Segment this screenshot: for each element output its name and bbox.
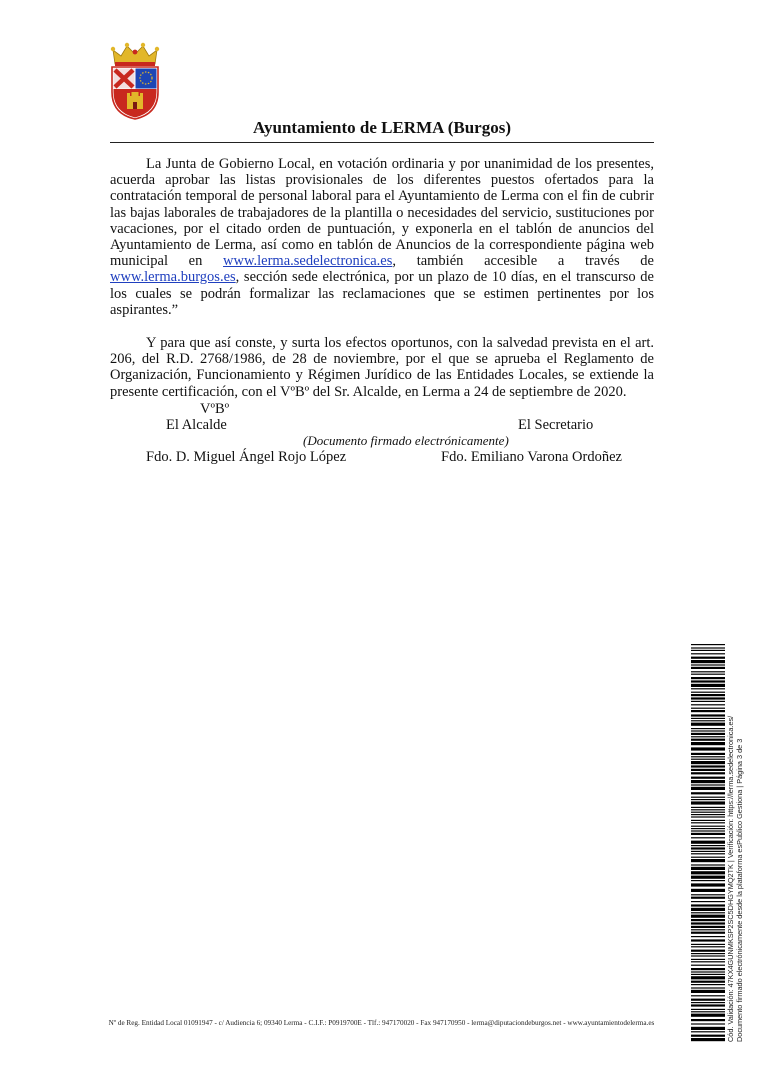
barcode-bar	[691, 739, 725, 741]
barcode-bar	[691, 919, 725, 921]
barcode-bar	[691, 946, 725, 947]
vobo-label: VºBº	[200, 401, 230, 417]
barcode-bar	[691, 784, 725, 785]
barcode-bar	[691, 684, 725, 687]
barcode-bar	[691, 807, 725, 808]
barcode-bar	[691, 981, 725, 983]
barcode-bar	[691, 932, 725, 934]
barcode-bar	[691, 761, 725, 764]
barcode-bar	[691, 936, 725, 937]
barcode-bar	[691, 730, 725, 731]
barcode-bar	[691, 680, 725, 682]
electronic-signature-note: (Documento firmado electrónicamente)	[303, 433, 509, 448]
barcode-bar	[691, 809, 725, 810]
barcode-bar	[691, 753, 725, 755]
barcode-bar	[691, 657, 725, 659]
barcode-bar	[691, 765, 725, 767]
barcode-bar	[691, 787, 725, 790]
barcode-bar	[691, 664, 725, 665]
barcode-bar	[691, 961, 725, 962]
barcode-bar	[691, 728, 725, 729]
document-body	[110, 156, 654, 400]
barcode-bar	[691, 950, 725, 952]
barcode-bar	[691, 816, 725, 817]
barcode-bar	[691, 812, 725, 813]
barcode-bar	[691, 867, 725, 870]
page-title: Ayuntamiento de LERMA (Burgos)	[253, 118, 511, 137]
paragraph-resolution	[110, 156, 654, 318]
barcode-bar	[691, 987, 725, 988]
verification-code-line: Cód. Validación: 47KX4GUNMKSP2SC5DHGYMQ2TK | Verificación: https://lerma.sedelectronica.es/	[726, 715, 735, 1042]
barcode-bar	[691, 939, 725, 941]
barcode-bar	[691, 701, 725, 702]
barcode-bar	[691, 756, 725, 757]
barcode-bar	[691, 814, 725, 815]
barcode-bar	[691, 968, 725, 970]
barcode-icon	[691, 644, 725, 1042]
barcode-bar	[691, 990, 725, 993]
barcode-bar	[691, 904, 725, 906]
barcode-bar	[691, 845, 725, 846]
barcode-bar	[691, 1004, 725, 1006]
barcode-bar	[691, 926, 725, 928]
barcode-bar	[691, 880, 725, 881]
barcode-bar	[691, 894, 725, 895]
paragraph-certification: Y para que así conste, y surta los efectos oportunos, con la salvedad prevista en el art. 206, del R.D. 2768/1986, de 28 de noviembre, por el que se aprueba el Reglamento de Organización, Funcionamiento y Régimen Jurídico de las Entidades Locales, se extiende la presente certificación, con el VºBº del Sr. Alcalde, en Lerma a 24 de septiembre de 2020.	[110, 335, 654, 400]
barcode-bar	[691, 915, 725, 918]
barcode-bar	[691, 1027, 725, 1030]
barcode-bar	[691, 959, 725, 960]
barcode-bar	[691, 710, 725, 712]
barcode-bar	[691, 720, 725, 721]
barcode-bar	[691, 1002, 725, 1003]
barcode-bar	[691, 769, 725, 771]
barcode-bar	[691, 704, 725, 705]
barcode-bar	[691, 674, 725, 675]
barcode-bar	[691, 953, 725, 954]
barcode-bar	[691, 837, 725, 838]
barcode-bar	[691, 822, 725, 823]
barcode-bar	[691, 723, 725, 726]
barcode-bar	[691, 1031, 725, 1032]
barcode-bar	[691, 1009, 725, 1010]
barcode-bar	[691, 677, 725, 679]
barcode-bar	[691, 660, 725, 663]
barcode-bar	[691, 871, 725, 874]
barcode-bar	[691, 901, 725, 902]
mayor-role: El Alcalde	[166, 417, 227, 433]
barcode-bar	[691, 955, 725, 956]
barcode-bar	[691, 1038, 725, 1041]
barcode-bar	[691, 797, 725, 798]
barcode-bar	[691, 708, 725, 709]
barcode-bar	[691, 692, 725, 693]
barcode-bar	[691, 974, 725, 975]
barcode-bar	[691, 772, 725, 774]
barcode-bar	[691, 792, 725, 794]
barcode-bar	[691, 984, 725, 985]
barcode-bar	[691, 853, 725, 854]
barcode-bar	[691, 759, 725, 760]
barcode-bar	[691, 922, 725, 924]
barcode-bar	[691, 944, 725, 945]
barcode-bar	[691, 864, 725, 865]
barcode-bar	[691, 650, 725, 651]
barcode-bar	[691, 667, 725, 669]
barcode-bar	[691, 999, 725, 1001]
barcode-bar	[691, 828, 725, 829]
barcode-bar	[691, 801, 725, 804]
barcode-bar	[691, 857, 725, 858]
barcode-bar	[691, 908, 725, 911]
barcode-bar	[691, 847, 725, 849]
barcode-bar	[691, 859, 725, 862]
secretary-role: El Secretario	[518, 417, 594, 433]
paragraph-resolution-text-b: , también accesible a través de	[392, 253, 654, 270]
barcode-bar	[691, 826, 725, 827]
sede-electronica-link[interactable]: www.lerma.sedelectronica.es	[223, 253, 393, 270]
barcode-bar	[691, 742, 725, 745]
barcode-bar	[691, 694, 725, 696]
barcode-bar	[691, 747, 725, 750]
coat-of-arms-icon	[107, 42, 163, 120]
barcode-bar	[691, 820, 725, 821]
barcode-bar	[691, 883, 725, 886]
barcode-bar	[691, 995, 725, 996]
barcode-bar	[691, 777, 725, 779]
barcode-bar	[691, 718, 725, 719]
barcode-bar	[691, 780, 725, 783]
barcode-bar	[691, 851, 725, 852]
barcode-bar	[691, 644, 725, 645]
barcode-bar	[691, 714, 725, 716]
barcode-bar	[691, 736, 725, 737]
barcode-bar	[691, 697, 725, 699]
paragraph-resolution-text-a: La Junta de Gobierno Local, en votación ordinaria y por unanimidad de los presentes, acuerda aprobar las listas provisionales de los diferentes puestos ofertados para la contratación temporal de personal laboral para el Ayuntamiento de Lerma con el fin de cubrir las bajas laborales de trabajadores de la plantilla o necesidades del servicio, sustituciones por vacaciones, por el citado orden de puntuación, y exponerla en el tablón de anuncios del Ayuntamiento de Lerma, así como en tablón de Anuncios de la correspondiente página web municipal en	[110, 156, 654, 270]
barcode-bar	[691, 971, 725, 972]
barcode-bar	[691, 1035, 725, 1037]
barcode-bar	[691, 653, 725, 654]
barcode-bar	[691, 929, 725, 930]
barcode-bar	[691, 671, 725, 672]
secretary-signature-name: Fdo. Emiliano Varona Ordoñez	[441, 449, 622, 465]
barcode-bar	[691, 1014, 725, 1017]
barcode-bar	[691, 830, 725, 831]
verification-text	[727, 642, 744, 1042]
barcode-bar	[691, 876, 725, 879]
barcode-bar	[691, 976, 725, 979]
barcode-bar	[691, 889, 725, 892]
header-divider	[110, 142, 654, 143]
barcode-bar	[691, 912, 725, 913]
barcode-bar	[691, 965, 725, 966]
mayor-signature-name: Fdo. D. Miguel Ángel Rojo López	[146, 449, 347, 465]
verification-platform-line: Documento firmado electrónicamente desde la plataforma esPublico Gestiona | Página 3 de 3	[734, 738, 744, 1042]
barcode-bar	[691, 1011, 725, 1012]
barcode-bar	[691, 897, 725, 899]
barcode-bar	[691, 647, 725, 648]
barcode-bar	[691, 688, 725, 689]
barcode-bar	[691, 841, 725, 844]
barcode-bar	[691, 799, 725, 800]
paragraph-resolution-text-c: , sección sede electrónica, por un plazo de 10 días, en el transcurso de los cuales se podrán formalizar las reclamaciones que se estimen pertinentes por los aspirantes.”	[110, 269, 654, 318]
barcode-bar	[691, 733, 725, 735]
barcode-bar	[691, 833, 725, 835]
lerma-burgos-link[interactable]: www.lerma.burgos.es	[110, 269, 236, 286]
footer-contact: Nº de Reg. Entidad Local 01091947 - c/ Audiencia 6; 09340 Lerma - C.I.F.: P0919700E - Tlf.: 947170020 - Fax 947170950 - lerma@diputaciondeburgos.net - www.ayuntamientodelerma.es	[108, 1019, 655, 1027]
